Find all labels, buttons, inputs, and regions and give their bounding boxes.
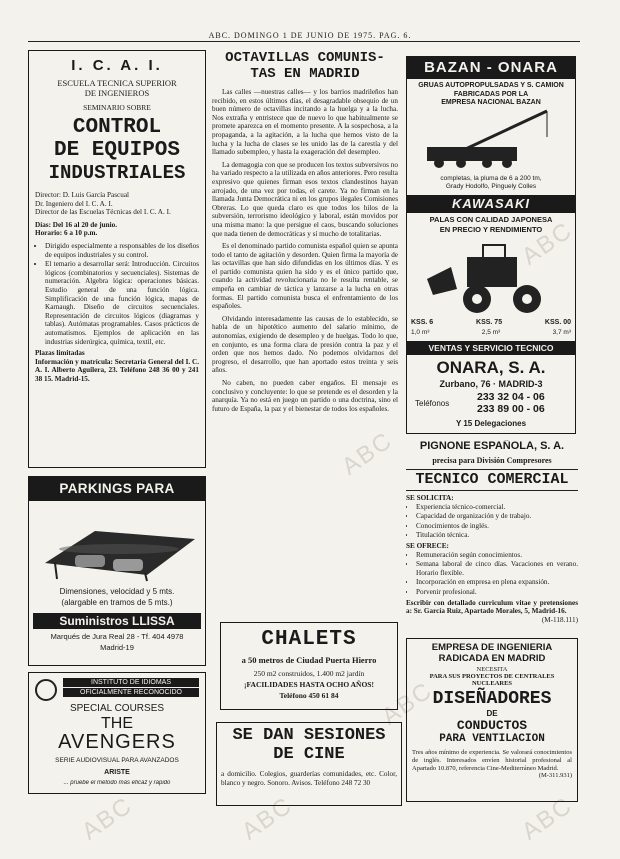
icai-seminar: SEMINARIO SOBRE: [83, 103, 151, 112]
icai-school: ESCUELA TECNICA SUPERIOR: [57, 78, 177, 88]
avengers-name: AVENGERS: [58, 731, 176, 753]
pignone-reqs: [406, 503, 578, 540]
parking-company: Suministros LLISSA: [33, 613, 201, 629]
list-item: • Dirigido especialmente a responsables de los diseños de equipos industriales y su control.: [45, 242, 199, 259]
bazan-ad: [406, 56, 576, 434]
icai-ad: [28, 50, 206, 468]
watermark: ABC: [376, 676, 438, 731]
model: KSS. 6: [411, 319, 434, 326]
chalets-ad: [220, 622, 398, 710]
avengers-note: ... pruebe el método más eficaz y rápido: [63, 780, 171, 786]
avengers-series: SERIE AUDIOVISUAL PARA AVANZADOS: [55, 757, 179, 764]
ing-for: PARA SUS PROYECTOS DE CENTRALES NUCLEARES: [429, 673, 555, 687]
page-header: ABC. DOMINGO 1 DE JUNIO DE 1975. PAG. 6.: [208, 31, 412, 40]
icai-director-2: Dr. Ingeniero del I. C. A. I.: [35, 199, 113, 208]
onara-phone2: 233 89 00 - 06: [477, 403, 545, 415]
ing-de: DE: [486, 709, 498, 718]
crane-boom-icon: [457, 111, 547, 153]
cine-ad: [216, 722, 402, 806]
pignone-company: PIGNONE ESPAÑOLA, S. A.: [419, 440, 565, 452]
pignone-offer-title: SE OFRECE:: [406, 541, 449, 550]
onara-company: ONARA, S. A.: [436, 358, 546, 377]
model: KSS. 00: [544, 319, 571, 326]
icai-headline-2: DE EQUIPOS: [53, 139, 181, 162]
bazan-caption1: completas, la pluma de 6 a 200 tm,: [440, 175, 542, 182]
loader-icon: [467, 257, 517, 287]
icai-hours: Horario: 6 a 10 p.m.: [35, 229, 98, 238]
pignone-division: precisa para División Compresores: [432, 456, 552, 465]
pignone-ref: (M-118.111): [541, 615, 578, 624]
article-paragraph: Es el denominado partido comunista español quien se apunta todo el tanto de agitación y desorden. Quien firma la mayoría de las octavillas que han sido difundidas en los últimos días. Y es el partido comunista quien ha sido y es el único partido que, cuando la actividad revolucionaria no le resulta rentable, se empeña en cambiar de táctica y lanzarse a la lucha en otras formas. El partido comunista busca el enfrentamiento de los españoles.: [212, 242, 398, 311]
ing-para: PARA VENTILACION: [439, 733, 545, 745]
capacity: 2,5 m³: [481, 329, 501, 336]
list-item: • Capacidad de organización y de trabajo.: [416, 512, 578, 521]
ingenieria-ad: [406, 638, 578, 802]
avengers-recognized: OFICIALMENTE RECONOCIDO: [63, 688, 199, 697]
article: [212, 50, 398, 560]
pignone-title: TECNICO COMERCIAL: [406, 469, 578, 491]
chalets-line3: ¡FACILIDADES HASTA OCHO AÑOS!: [244, 680, 374, 689]
ing-conductos: CONDUCTOS: [456, 718, 528, 733]
capacity: 3,7 m³: [552, 329, 571, 336]
bazan-caption2: Grady Hodolfo, Pinguely Colles: [445, 183, 537, 190]
cine-body: a domicilio. Colegios, guarderías comunidades, etc. Color, blanco y negro. Sonoro. Avisos. Teléfono 248 72 30: [221, 770, 397, 787]
article-title-1: OCTAVILLAS COMUNIS-: [225, 50, 385, 66]
parking-dims: Dimensiones, velocidad y 5 mts.: [59, 587, 175, 596]
parking-alt: (alargable en tramos de 5 mts.): [61, 598, 173, 607]
pignone-offers: [406, 551, 578, 597]
list-item: • Porvenir profesional.: [416, 588, 578, 597]
model: KSS. 75: [476, 319, 503, 326]
watermark: ABC: [516, 216, 578, 271]
bazan-sales: VENTAS Y SERVICIO TECNICO: [407, 341, 575, 355]
ing-title1: EMPRESA DE INGENIERIA: [431, 642, 553, 653]
icai-places: Plazas limitadas: [35, 349, 85, 358]
onara-delegations: Y 15 Delegaciones: [455, 419, 527, 428]
avengers-brand: ARISTE: [104, 769, 130, 776]
ing-title2: RADICADA EN MADRID: [438, 653, 546, 664]
kawasaki-brand: KAWASAKI: [407, 195, 575, 213]
bazan-sub2: EMPRESA NACIONAL BAZAN: [441, 99, 541, 106]
car-icon: [75, 555, 105, 567]
bazan-pala2: EN PRECIO Y RENDIMIENTO: [439, 225, 543, 234]
cine-title-2: DE CINE: [273, 745, 345, 764]
onara-phone1: 233 32 04 - 06: [477, 391, 545, 403]
icai-headline-3: INDUSTRIALES: [48, 162, 186, 184]
chalets-line2: 250 m2 construidos, 1.400 m2 jardín: [253, 669, 365, 678]
onara-phone-label: Teléfonos: [415, 399, 450, 408]
chalets-title: CHALETS: [261, 628, 357, 651]
loader-illustration: [427, 237, 557, 317]
capacities-row: [411, 329, 571, 336]
list-item: • Experiencia técnico-comercial.: [416, 503, 578, 512]
models-row: [411, 319, 571, 326]
article-title-2: TAS EN MADRID: [250, 66, 360, 82]
article-paragraph: La demagogia con que se producen los textos subversivos no ha variado respecto a la utilizada en años anteriores. Pero resulta expresivo que quienes firman esos textos clandestinos hayan arrojado, de una vez por todas, el carete. Ya no firman en la llamada Junta Democrática ni en los grupos ilegales Comisiones Obreras. Lo que queda claro es que todos los hilos de la subversión, terrorismo ideológico y laboral, están movidos por una misma mano: la que persigue el caos, buscando soluciones que nada tienen de democráticas y sí mucho de totalitarias.: [212, 160, 398, 238]
bazan-pala1: PALAS CON CALIDAD JAPONESA: [429, 215, 553, 224]
icai-headline-1: CONTROL: [72, 116, 162, 139]
header-rule: [28, 41, 580, 42]
list-item: • Semana laboral de cinco días. Vacaciones en verano. Horario flexible.: [416, 560, 578, 577]
icai-title: I. C. A. I.: [71, 57, 163, 74]
parking-ad: [28, 476, 206, 666]
watermark: ABC: [236, 791, 298, 846]
pignone-req-title: SE SOLICITA:: [406, 494, 454, 502]
list-item: • Remuneración según conocimientos.: [416, 551, 578, 560]
article-paragraph: Las calles —nuestras calles— y los barrios madrileños han recibido, en estos últimos días, el desagradable obsequio de un buen número de octavillas incitando a la huelga y a la lucha. Nos extraña y entristece que de nuevo lo que habitualmente se promete aparezca en el momento presente. A la sospechosa, a la propaganda, a la agitación, a la lucha que hemos visto de la lucha y la lucha de clases se les unido las de la carestía y del llamado subempleo, y hasta la exageración del desempleo.: [212, 88, 398, 157]
icai-director: Director: D. Luis García Pascual: [35, 191, 130, 199]
icai-info: Información y matrícula: Secretaría General del I. C. A. I. Alberto Aguilera, 23. Teléfono 248 36 00 y 241 38 15. Madrid-15.: [35, 357, 199, 383]
avengers-the: THE: [101, 715, 133, 732]
watermark: ABC: [516, 791, 578, 846]
icai-bullets: [35, 242, 199, 346]
ing-body: Tres años mínimo de experiencia. Se valorará conocimientos de inglés. Interesados envíen historial profesional al Apartado 10.870, referencia Cine-Mediterráneo Madrid.: [412, 749, 572, 772]
list-item: • Conocimientos de inglés.: [416, 522, 578, 531]
ing-big: DISEÑADORES: [432, 689, 552, 709]
parking-city: Madrid-19: [100, 643, 134, 652]
bazan-sub1: GRUAS AUTOPROPULSADAS Y S. CAMION FABRICADAS POR LA: [418, 82, 564, 98]
avengers-ad: [28, 672, 206, 794]
bazan-title: BAZAN - ONARA: [407, 57, 575, 79]
onara-address: Zurbano, 76 · MADRID-3: [439, 379, 543, 389]
ing-needs: NECESITA: [476, 666, 508, 673]
chalets-line1: a 50 metros de Ciudad Puerta Hierro: [241, 655, 377, 665]
pignone-ad: [406, 440, 578, 632]
pignone-footer: Escribir con detallado curriculum vitae y pretensiones a: Sr. García Ruiz, Apartado Morales, 5, Madrid-16.: [406, 598, 578, 616]
institute-logo-icon: [35, 679, 57, 701]
avengers-school: INSTITUTO DE IDIOMAS: [63, 678, 199, 687]
icai-dates: Días: Del 16 al 20 de junio.: [35, 220, 118, 229]
avengers-special: SPECIAL COURSES: [69, 703, 165, 714]
parking-title: PARKINGS PARA: [29, 477, 205, 501]
article-paragraph: No caben, no pueden caber engaños. El mensaje es conclusivo y concluyente: lo que se pretende es el desorden y la anarquía. Ya no está en juego un partido o una doctrina, sino el futuro de España, la paz y el bienestar de todos los españoles.: [212, 379, 398, 413]
car-icon: [113, 559, 143, 571]
watermark: ABC: [336, 426, 398, 481]
chalets-phone: Teléfono 450 61 84: [279, 691, 339, 700]
list-item: • Incorporación en empresa en plena expansión.: [416, 578, 578, 587]
ing-ref: (M-311.931): [538, 772, 572, 780]
crane-illustration: [417, 107, 567, 171]
watermark: ABC: [76, 791, 138, 846]
capacity: 1,0 m³: [411, 329, 430, 336]
list-item: • Titulación técnica.: [416, 531, 578, 540]
parking-address: Marqués de Jura Real 28 - Tf. 404 4978: [50, 632, 184, 641]
icai-director-3: Director de las Escuelas Técnicas del I. C. A. I.: [35, 208, 171, 217]
parking-illustration: [35, 511, 199, 583]
list-item: • El temario a desarrollar será: Introducción. Circuitos lógicos (combinatorios y secuenciales). Sistemas de numeración. Algebra lógica: operaciones básicas. Estudio general de una función lógica. Simplificación de una función lógica, mapas de Karnaugh. Diseño de circuitos secuenciales. Representación de circuitos lógicos (diagramas y tablas). Autómatas programables. Casos prácticos de automatismos. Ejemplos de aplicación en las industrias siderúrgica, química, textil, etc.: [45, 260, 199, 346]
cine-title-1: SE DAN SESIONES: [232, 726, 386, 745]
article-paragraph: Olvidando interesadamente las causas de lo establecido, se habla de un hipotético aumento del salario mínimo, de autonomías, exigiendo de desempleo y de huelgas. Todo lo que, en conjunto, es una forma clara de presión contra la paz y el orden que nos hemos dado. No podemos olvidarnos del progreso, el desarrollo, que han aportado estos treinta y seis años.: [212, 314, 398, 375]
icai-school2: DE INGENIEROS: [84, 88, 150, 98]
